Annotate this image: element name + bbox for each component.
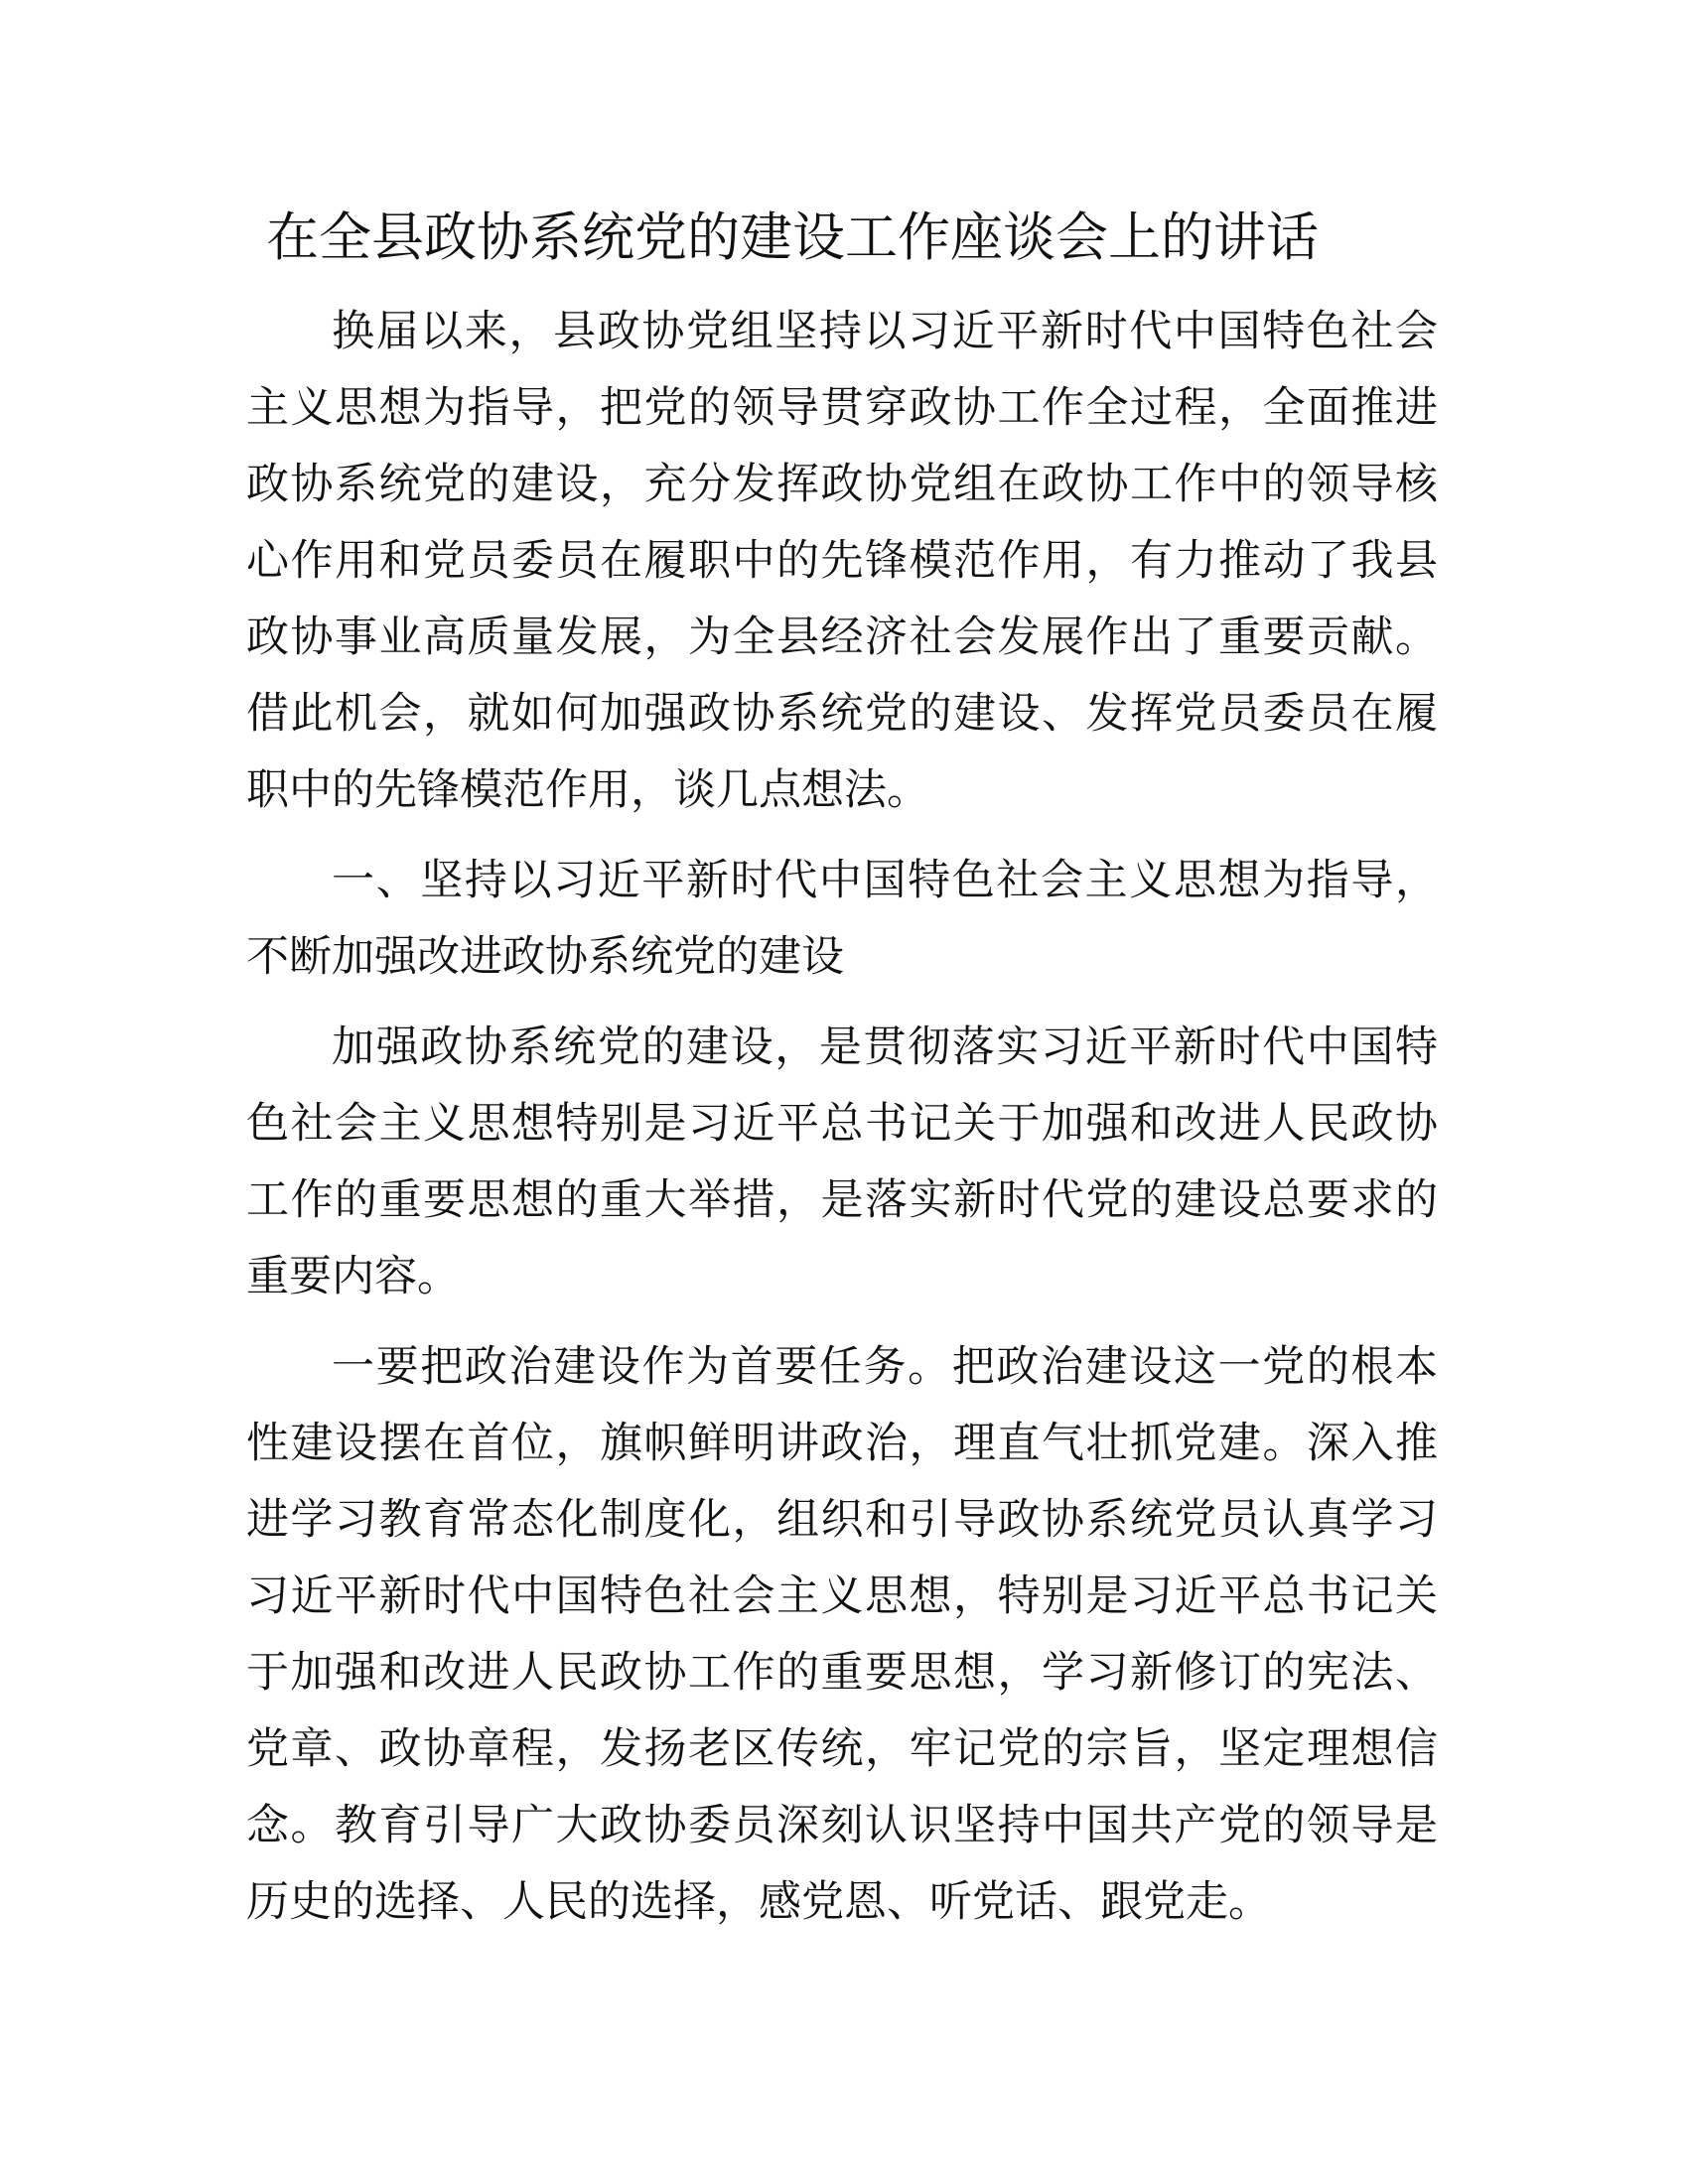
- paragraph-intro: 换届以来，县政协党组坚持以习近平新时代中国特色社会主义思想为指导，把党的领导贯穿政协工作全过程，全面推进政协系统党的建设，充分发挥政协党组在政协工作中的领导核心作用和党员委员在履职中的先锋模范作用，有力推动了我县政协事业高质量发展，为全县经济社会发展作出了重要贡献。借此机会，就如何加强政协系统党的建设、发挥党员委员在履职中的先锋模范作用，谈几点想法。: [246, 307, 1438, 815]
- paragraph-political-building: 一要把政治建设作为首要任务。把政治建设这一党的根本性建设摆在首位，旗帜鲜明讲政治，理直气壮抓党建。深入推进学习教育常态化制度化，组织和引导政协系统党员认真学习习近平新时代中国特色社会主义思想，特别是习近平总书记关于加强和改进人民政协工作的重要思想，学习新修订的宪法、党章、政协章程，发扬老区传统，牢记党的宗旨，坚定理想信念。教育引导广大政协委员深刻认识坚持中国共产党的领导是历史的选择、人民的选择，感党恩、听党话、跟党走。: [246, 1342, 1438, 1927]
- section-heading-1: 一、坚持以习近平新时代中国特色社会主义思想为指导，不断加强改进政协系统党的建设: [246, 856, 1438, 982]
- paragraph-section-1-intro: 加强政协系统党的建设，是贯彻落实习近平新时代中国特色社会主义思想特别是习近平总书记关于加强和改进人民政协工作的重要思想的重大举措，是落实新时代党的建设总要求的重要内容。: [246, 1023, 1438, 1301]
- document-title: 在全县政协系统党的建设工作座谈会上的讲话: [266, 207, 1319, 268]
- document-page: [246, 197, 1438, 1955]
